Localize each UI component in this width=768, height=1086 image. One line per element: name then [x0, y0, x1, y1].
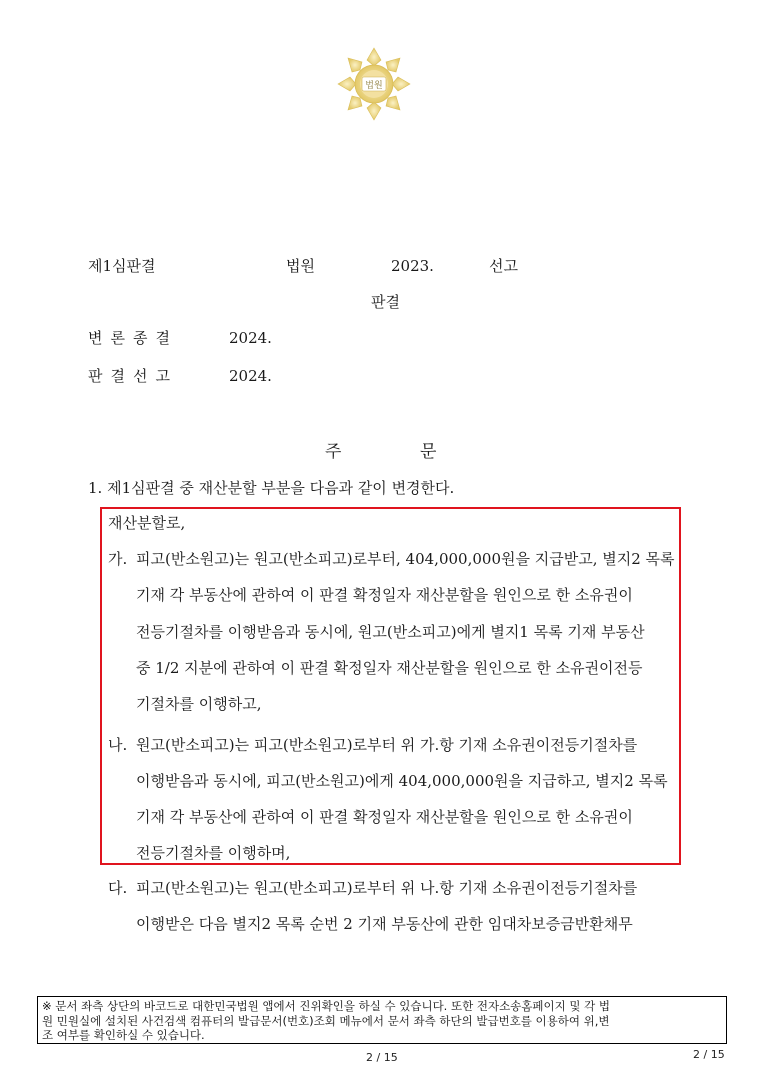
item-da-marker: 다.: [108, 879, 128, 897]
notice-line: 조 여부를 확인하실 수 있습니다.: [42, 1028, 205, 1042]
item-na-line: 기재 각 부동산에 관하여 이 판결 확정일자 재산분할을 원인으로 한 소유권이: [136, 808, 633, 826]
notice-line: ※ 문서 좌측 상단의 바코드로 대한민국법원 앱에서 진위확인을 하실 수 있습니다. 또한 전자소송홈페이지 및 각 법: [42, 999, 611, 1013]
seal-text: 법원: [365, 81, 383, 91]
first-instance-label: 제1심판결: [88, 257, 156, 275]
pronounced-label: 선고: [489, 257, 518, 275]
page-number-right: 2 / 15: [693, 1048, 725, 1061]
item-na-line: 원고(반소피고)는 피고(반소원고)로부터 위 가.항 기재 소유권이전등기절차를: [136, 736, 638, 754]
item-ga-line: 전등기절차를 이행받음과 동시에, 원고(반소피고)에게 별지1 목록 기재 부동산: [136, 623, 645, 641]
item-da-line: 이행받은 다음 별지2 목록 순번 2 기재 부동산에 관한 임대차보증금반환채무: [136, 915, 633, 933]
item-ga-line: 피고(반소원고)는 원고(반소피고)로부터, 404,000,000원을 지급받고, 별지2 목록: [136, 550, 675, 568]
item-na-marker: 나.: [108, 736, 128, 754]
court-seal-logo: [336, 46, 412, 122]
boxed-intro: 재산분할로,: [108, 514, 186, 532]
notice-line: 원 민원실에 설치된 사건검색 컴퓨터의 발급문서(번호)조회 메뉴에서 문서 좌측 하단의 발급번호를 이용하여 위,변: [42, 1013, 610, 1028]
pronouncement-year: 2024.: [229, 367, 272, 385]
pronouncement-label: 판결선고: [88, 367, 178, 385]
court-name: 법원: [286, 257, 315, 275]
page-number-center: 2 / 15: [366, 1051, 398, 1064]
order-title-left: 주: [325, 442, 342, 462]
verification-notice: [37, 996, 727, 1044]
item-ga-line: 기재 각 부동산에 관하여 이 판결 확정일자 재산분할을 원인으로 한 소유권이: [136, 586, 633, 604]
item-ga-line: 중 1/2 지분에 관하여 이 판결 확정일자 재산분할을 원인으로 한 소유권이전등: [136, 659, 643, 677]
item-na-line: 이행받음과 동시에, 피고(반소원고)에게 404,000,000원을 지급하고, 별지2 목록: [136, 772, 668, 790]
item-na-line: 전등기절차를 이행하며,: [136, 844, 291, 862]
court-seal-icon: [336, 46, 412, 122]
closing-label: 변론종결: [88, 329, 178, 347]
item-ga-marker: 가.: [108, 550, 128, 568]
order-title-right: 문: [420, 442, 437, 462]
first-instance-year: 2023.: [391, 257, 434, 275]
judgment-title: 판결: [371, 293, 400, 311]
closing-year: 2024.: [229, 329, 272, 347]
item-ga-line: 기절차를 이행하고,: [136, 695, 262, 713]
item-da-line: 피고(반소원고)는 원고(반소피고)로부터 위 나.항 기재 소유권이전등기절차를: [136, 879, 638, 897]
order-item-1: 1. 제1심판결 중 재산분할 부분을 다음과 같이 변경한다.: [88, 479, 455, 497]
